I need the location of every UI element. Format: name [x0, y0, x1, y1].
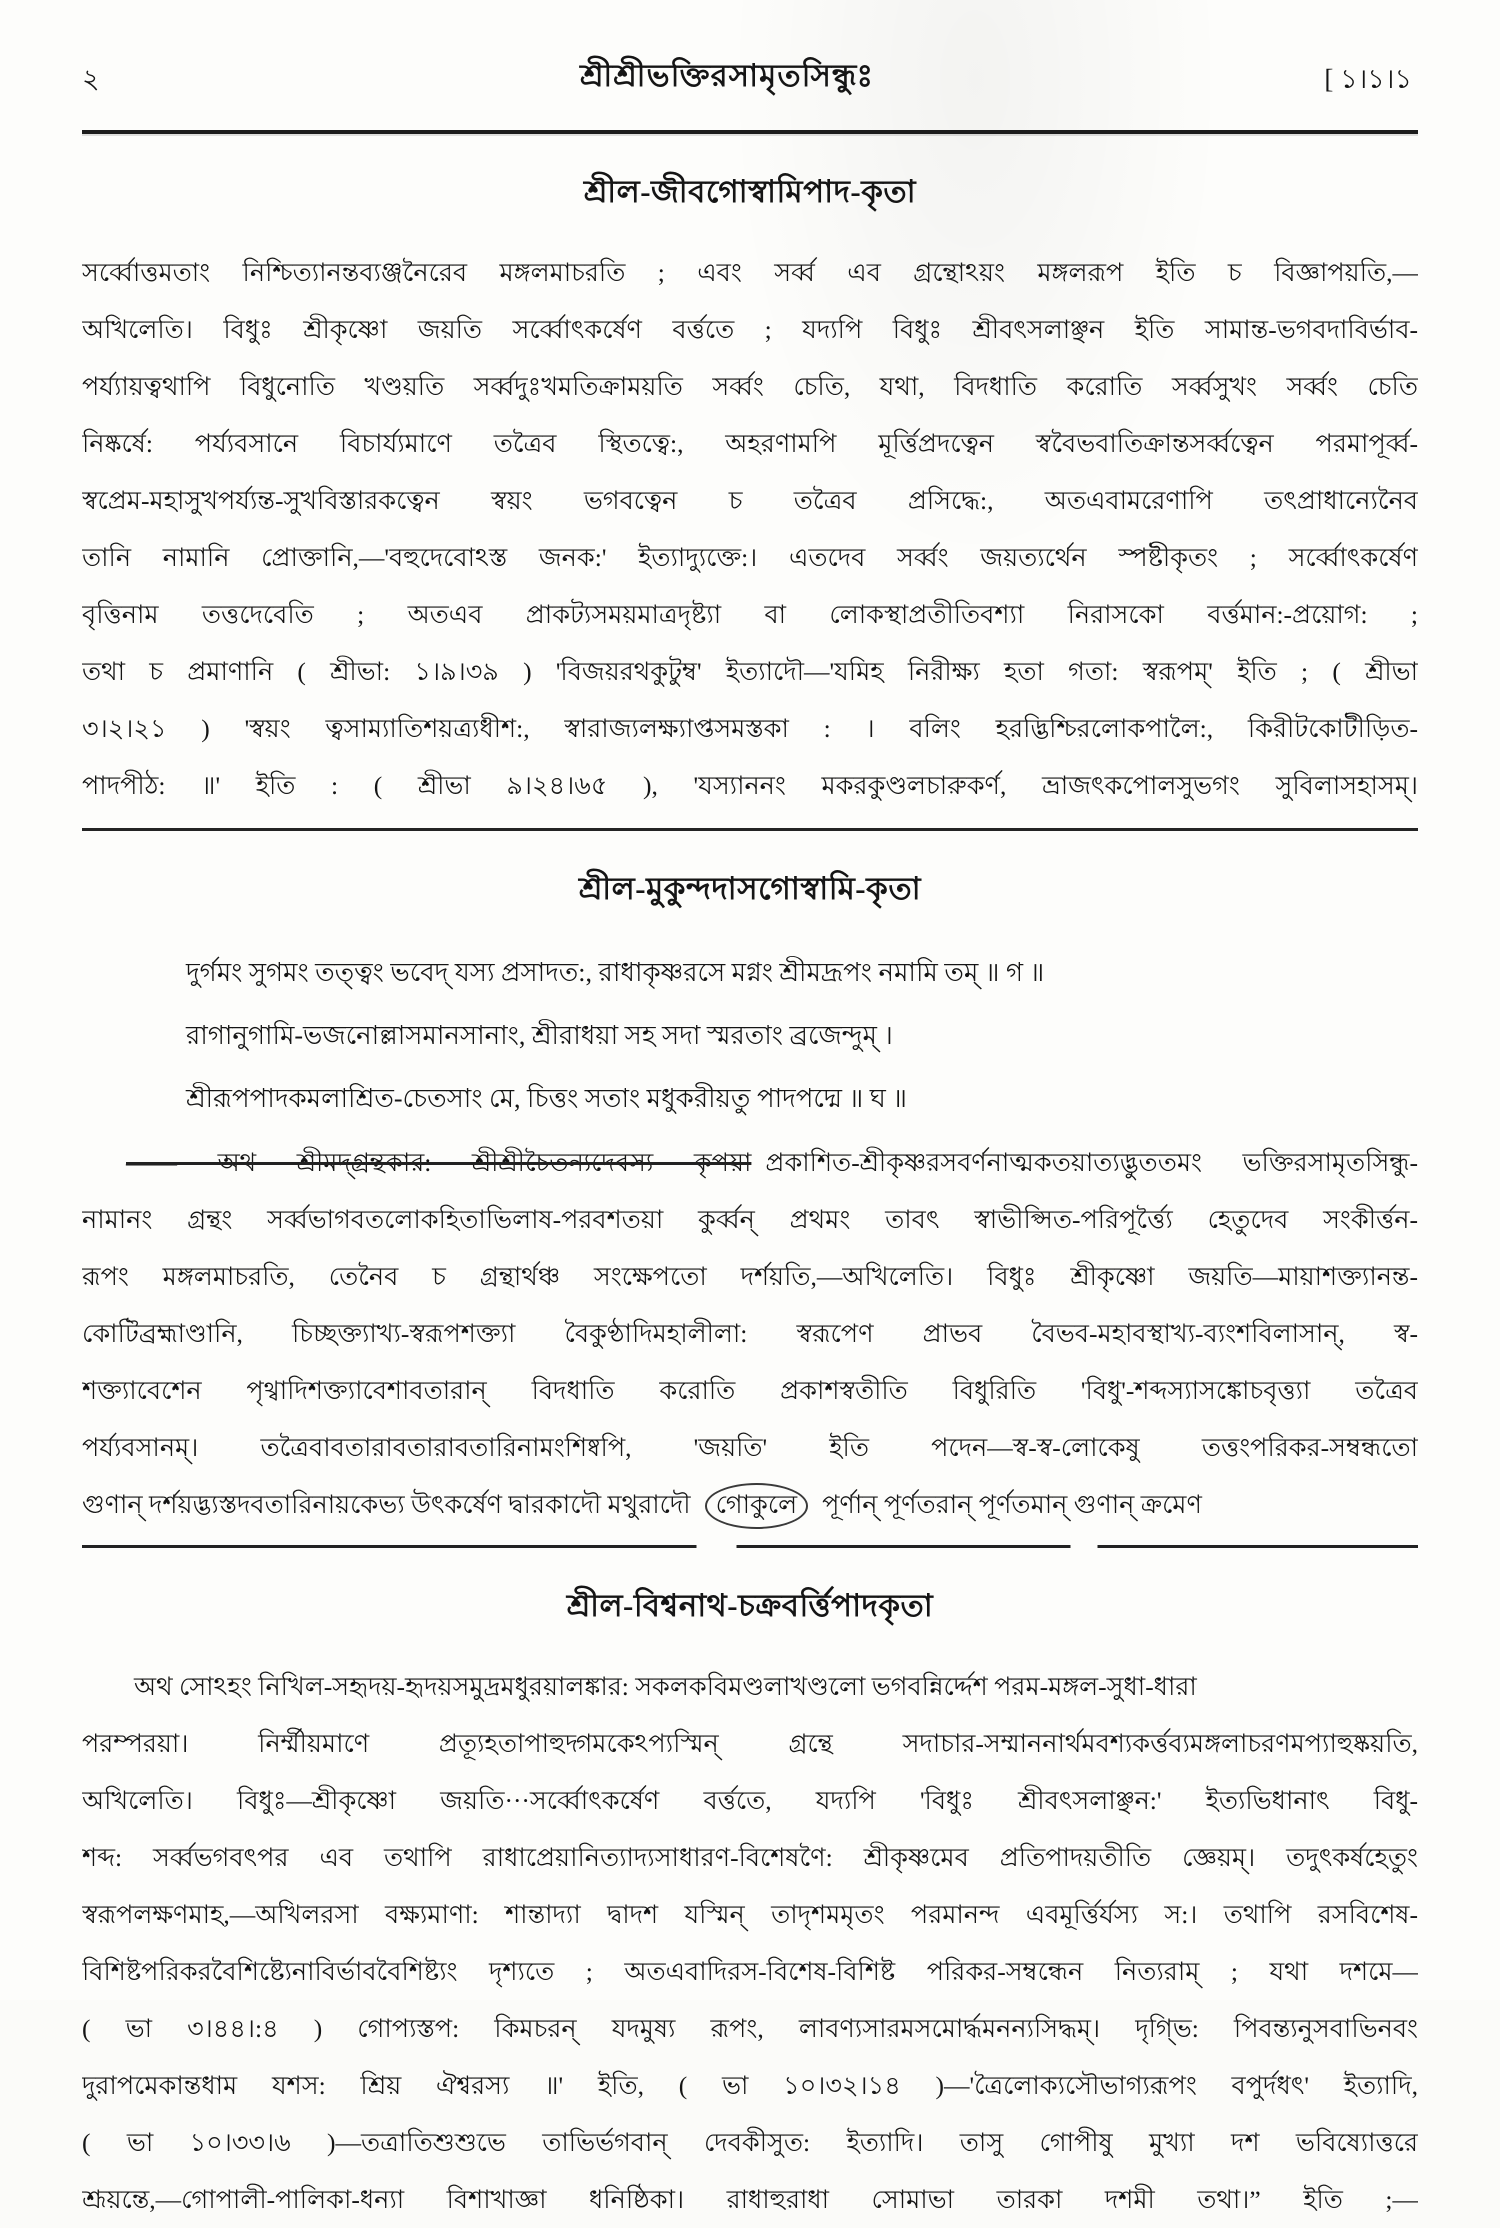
- section3-paragraph: [82, 1658, 1418, 2228]
- text-line: স্বরূপলক্ষণমাহ,—অখিলরসা বক্ষ্যমাণা: শান্তাদ্যা দ্বাদশ যস্মিন্ তাদৃশমমৃতং পরমানন্দ এবমূর্ত্তির্যস্য স:। তথাপি রসবিশেষ-: [82, 1900, 1418, 1929]
- section1-paragraph: [82, 244, 1418, 814]
- running-title: শ্রীশ্রীভক্তিরসামৃতসিন্ধুঃ: [580, 58, 874, 93]
- text-fragment: পূর্ণান্ পূর্ণতরান্ পূর্ণতমান্ গুণান্ ক্রমেণ: [822, 1490, 1202, 1519]
- section-divider-rule: [82, 828, 1418, 831]
- text-line: দুরাপমেকান্তধাম যশস: শ্রিয় ঐশ্বরস্য ॥' ইতি, ( ভা ১০।৩২।১৪ )—'ত্রৈলোক্যসৌভাগ্যরূপং বপুর্দধৎ' ইত্যাদি,: [82, 2071, 1418, 2100]
- text-line: ( ভা ১০।৩৩।৬ )—তত্রাতিশুশুভে তাভির্ভগবান্ দেবকীসুত: ইত্যাদি। তাসু গোপীষু মুখ্যা দশ ভবিষ্যোত্তরে: [82, 2128, 1418, 2157]
- text-fragment: গুণান্ দর্শয়দ্ভ্যস্তদবতারিনায়কেভ্য উৎকর্ষেণ দ্বারকাদৌ মথুরাদৌ: [82, 1490, 691, 1519]
- struck-text: —— অথ শ্রীমদ্গ্রন্থকার: শ্রীশ্রীচৈতন্যদেবস্য কৃপয়া: [126, 1148, 752, 1177]
- section1-heading: শ্রীল-জীবগোস্বামিপাদ-কৃতা: [583, 174, 917, 209]
- header-rule: [82, 130, 1418, 134]
- page-number: ২: [82, 64, 100, 94]
- text-line: ৩।২।২১ ) 'স্বয়ং ত্বসাম্যাতিশয়ত্র্যধীশ:, স্বারাজ্যলক্ষ্যাপ্তসমস্তকা : । বলিং হরদ্ভিশ্চিরলোকপালৈ:, কিরীটকোটীড়িত-: [82, 714, 1418, 743]
- text-line: অখিলেতি। বিধুঃ—শ্রীকৃষ্ণো জয়তি···সর্ব্বোৎকর্ষেণ বর্ত্ততে, যদ্যপি 'বিধুঃ শ্রীবৎসলাঞ্ছন:' ইত্যভিধানাৎ বিধু-: [82, 1786, 1418, 1815]
- text-line: তথা চ প্রমাণানি ( শ্রীভা: ১।৯।৩৯ ) 'বিজয়রথকুটুম্ব' ইত্যাদৌ—'যমিহ নিরীক্ষ্য হতা গতা: স্বরূপম্' ইতি ; ( শ্রীভা: [82, 657, 1418, 686]
- verse-line: শ্রীরূপপাদকমলাশ্রিত-চেতসাং মে, চিত্তং সতাং মধুকরীয়তু পাদপদ্মে ॥ ঘ ॥: [186, 1084, 907, 1113]
- verse-line: দুর্গমং সুগমং তত্ত্বং ভবেদ্ যস্য প্রসাদত:, রাধাকৃষ্ণরসে মগ্নং শ্রীমদ্রূপং নমামি তম্ ॥ গ ॥: [186, 958, 1045, 987]
- text-line: [82, 1658, 1418, 1715]
- text-line: ( ভা ৩।৪৪।:৪ ) গোপ্যস্তপ: কিমচরন্ যদমুষ্য রূপং, লাবণ্যসারমসমোর্দ্ধমনন্যসিদ্ধম্। দৃগ্ভি: পিবন্ত্যনুসবাভিনবং: [82, 2014, 1418, 2043]
- text-line: পর্য্যায়ত্বথাপি বিধুনোতি খণ্ডয়তি সর্ব্বদুঃখমতিক্রাময়তি সর্ব্বং চেতি, যথা, বিদধাতি করোতি সর্ব্বসুখং সর্ব্বং চেতি: [82, 372, 1418, 401]
- text-line: পর্য্যবসানম্। তত্রৈবাবতারাবতারাবতারিনামংশিষ্বপি, 'জয়তি' ইতি পদেন—স্ব-স্ব-লোকেষু তত্তংপরিকর-সম্বন্ধতো: [82, 1433, 1418, 1462]
- text-line: স্বপ্রেম-মহাসুখপর্য্যন্ত-সুখবিস্তারকত্বেন স্বয়ং ভগবত্বেন চ তত্রৈব প্রসিদ্ধে:, অতএবামরেণাপি তৎপ্রাধান্যেনৈব: [82, 486, 1418, 515]
- text-line: বিশিষ্টপরিকরবৈশিষ্ট্যেনাবির্ভাববৈশিষ্ট্যং দৃশ্যতে ; অতএবাদিরস-বিশেষ-বিশিষ্ট পরিকর-সম্বন্ধেন নিত্যরাম্ ; যথা দশমে—: [82, 1957, 1418, 1986]
- text-line: পাদপীঠ: ॥' ইতি : ( শ্রীভা ৯।২৪।৬৫ ), 'যস্যাননং মকরকুণ্ডলচারুকর্ণ, ভ্রাজৎকপোলসুভগং সুবিলাসহাসম্।: [82, 771, 1418, 800]
- section2-paragraph: [82, 1134, 1418, 1533]
- section-divider-rule-broken: [82, 1545, 1418, 1548]
- text-line: পরম্পরয়া। নির্ম্মীয়মাণে প্রত্যূহতাপাহুদ্গমকেঽপ্যস্মিন্ গ্রন্থে সদাচার-সম্মাননার্থমবশ্যকর্ত্তব্যমঙ্গলাচরণমপ্যাহুষ্কয়তি,: [82, 1729, 1418, 1758]
- page-header: [82, 52, 1418, 104]
- text-line: রূপং মঙ্গলমাচরতি, তেনৈব চ গ্রন্থার্থঞ্চ সংক্ষেপতো দর্শয়তি,—অখিলেতি। বিধুঃ শ্রীকৃষ্ণো জয়তি—মায়াশক্ত্যানন্ত-: [82, 1262, 1418, 1291]
- folio-marker: [ ১।১।১: [1324, 64, 1412, 94]
- text-fragment: প্রকাশিত-শ্রীকৃষ্ণরসবর্ণনাত্মকতয়াত্যদ্ভুততমং ভক্তিরসামৃতসিন্ধু-: [765, 1148, 1418, 1177]
- text-line: নিষ্কর্ষে: পর্য্যবসানে বিচার্য্যমাণে তত্রৈব স্থিতত্বে:, অহরণামপি মূর্ত্তিপ্রদত্বেন স্ববৈভবাতিক্রান্তসর্ব্বত্বেন পরমাপূর্ব্ব-: [82, 429, 1418, 458]
- text-line: কোটিব্রহ্মাণ্ডানি, চিচ্ছক্ত্যাখ্য-স্বরূপশক্ত্যা বৈকুণ্ঠাদিমহালীলা: স্বরূপেণ প্রাভব বৈভব-মহাবস্থাখ্য-ব্যংশবিলাসান্, স্ব-: [82, 1319, 1418, 1348]
- section2-heading: শ্রীল-মুকুন্দদাসগোস্বামি-কৃতা: [578, 871, 922, 906]
- text-line: সর্ব্বোত্তমতাং নিশ্চিত্যানন্তব্যঞ্জনৈরেব মঙ্গলমাচরতি ; এবং সর্ব্ব এব গ্রন্থোঽয়ং মঙ্গলরূপ ইতি চ বিজ্ঞাপয়তি,—: [82, 258, 1418, 287]
- text-line: শক্ত্যাবেশেন পৃথ্বাদিশক্ত্যাবেশাবতারান্ বিদধাতি করোতি প্রকাশস্বতীতি বিধুরিতি 'বিধু'-শব্দস্যাসঙ্কোচবৃত্ত্যা তত্রৈব: [82, 1376, 1418, 1405]
- section2-verses: [186, 941, 1418, 1130]
- text-line-with-circled-word: [82, 1476, 1418, 1533]
- text-line: শ্রূয়ন্তে,—গোপালী-পালিকা-ধন্যা বিশাখাজ্ঞা ধনিষ্ঠিকা। রাধাহুরাধা সোমাভা তারকা দশমী তথা।” ইতি ;—: [82, 2185, 1418, 2214]
- text-line: অখিলেতি। বিধুঃ শ্রীকৃষ্ণো জয়তি সর্ব্বোৎকর্ষেণ বর্ত্ততে ; যদ্যপি বিধুঃ শ্রীবৎসলাঞ্ছন ইতি সামান্ত-ভগবদাবির্ভাব-: [82, 315, 1418, 344]
- text-line: নামানং গ্রন্থং সর্ব্বভাগবতলোকহিতাভিলাষ-পরবশতয়া কুর্ব্বন্ প্রথমং তাবৎ স্বাভীপ্সিত-পরিপূর্ত্ত্যৈ হেতুদেব সংকীর্ত্তন-: [82, 1205, 1418, 1234]
- text-fragment: অথ সোঽহং নিখিল-সহৃদয়-হৃদয়সমুদ্রমধুরয়ালঙ্কার: সকলকবিমণ্ডলাখণ্ডলো ভগবন্নির্দ্দেশ পরম-মঙ্গল-সুধা-ধারা: [134, 1672, 1197, 1701]
- circled-word-annotation: গোকুলে: [705, 1483, 809, 1529]
- section3-heading: শ্রীল-বিশ্বনাথ-চক্রবর্ত্তিপাদকৃতা: [566, 1588, 934, 1623]
- text-line-with-strikethrough: [82, 1134, 1418, 1191]
- verse-line: রাগানুগামি-ভজনোল্লাসমানসানাং, শ্রীরাধয়া সহ সদা স্মরতাং ব্রজেন্দুম্ ।: [186, 1021, 893, 1050]
- text-line: তানি নামানি প্রোক্তানি,—'বহুদেবোঽস্ত জনক:' ইত্যাদ্যুক্তে:। এতদেব সর্ব্বং জয়ত্যর্থেন স্পষ্টীকৃতং ; সর্ব্বোৎকর্ষেণ: [82, 543, 1418, 572]
- text-line: বৃত্তিনাম তত্তদেবেতি ; অতএব প্রাকট্যসময়মাত্রদৃষ্ট্যা বা লোকস্থাপ্রতীতিবশ্যা নিরাসকো বর্ত্তমান:-প্রয়োগ: ;: [82, 600, 1418, 629]
- text-line: শব্দ: সর্ব্বভগবৎপর এব তথাপি রাধাপ্রেয়ানিত্যাদ্যসাধারণ-বিশেষণৈ: শ্রীকৃষ্ণমেব প্রতিপাদয়তীতি জ্ঞেয়ম্। তদুৎকর্ষহেতুং: [82, 1843, 1418, 1872]
